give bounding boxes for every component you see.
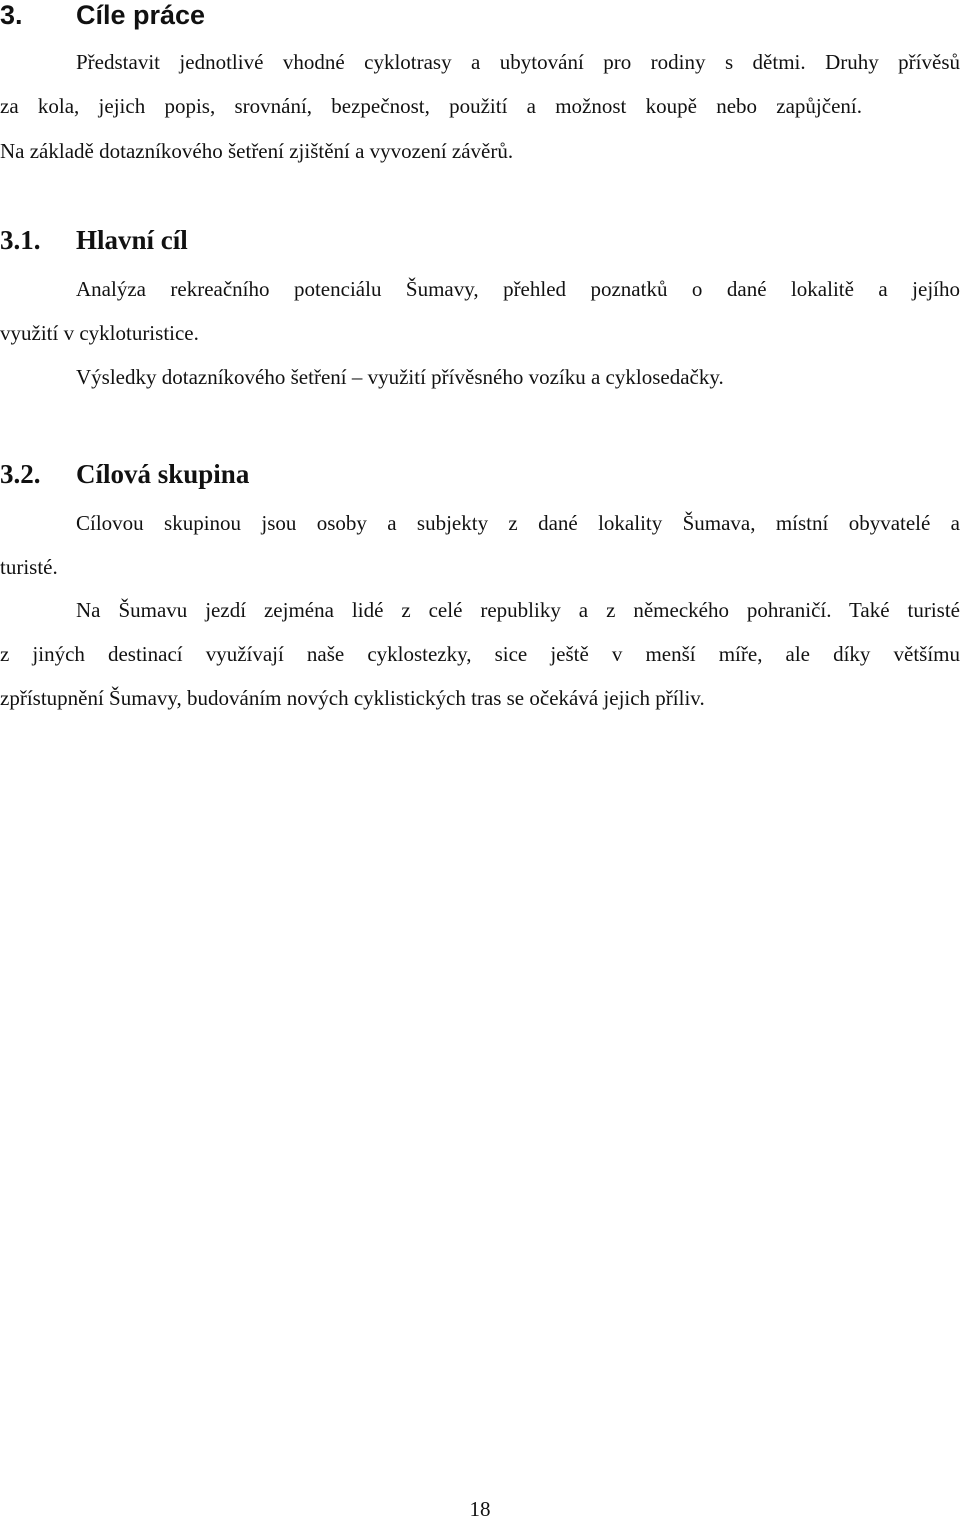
section-3-1-title: Hlavní cíl <box>76 225 188 255</box>
section-3-line-2: za kola, jejich popis, srovnání, bezpečnost, použití a možnost koupě nebo zapůjčení. <box>0 94 862 118</box>
section-3-2-number: 3.2. <box>0 459 41 489</box>
section-3-2-title: Cílová skupina <box>76 459 250 489</box>
section-3-2-line-5: zpřístupnění Šumavy, budováním nových cyklistických tras se očekává jejich příliv. <box>0 686 705 710</box>
section-3-2-heading <box>0 459 249 489</box>
page-number: 18 <box>469 1497 491 1521</box>
section-3-line-1: Představit jednotlivé vhodné cyklotrasy a ubytování pro rodiny s dětmi. Druhy přívěsů <box>76 50 960 74</box>
section-3-2-line-2: turisté. <box>0 555 58 579</box>
section-3-2-line-3: Na Šumavu jezdí zejména lidé z celé republiky a z německého pohraničí. Také turisté <box>76 598 960 622</box>
section-3-1-heading <box>0 225 188 255</box>
section-3-1-line-2: využití v cykloturistice. <box>0 321 199 345</box>
section-3-line-3: Na základě dotazníkového šetření zjištění a vyvození závěrů. <box>0 139 514 163</box>
section-3-number: 3. <box>0 0 23 30</box>
section-3-2-line-1: Cílovou skupinou jsou osoby a subjekty z dané lokality Šumava, místní obyvatelé a <box>76 511 960 535</box>
section-3-heading <box>0 0 205 30</box>
section-3-1-number: 3.1. <box>0 225 41 255</box>
section-3-title: Cíle práce <box>76 0 206 30</box>
section-3-2-line-4: z jiných destinací využívají naše cyklostezky, sice ještě v menší míře, ale díky většímu <box>0 642 960 666</box>
section-3-1-line-3: Výsledky dotazníkového šetření – využití přívěsného vozíku a cyklosedačky. <box>76 365 724 389</box>
section-3-1-line-1: Analýza rekreačního potenciálu Šumavy, přehled poznatků o dané lokalitě a jejího <box>76 277 960 301</box>
